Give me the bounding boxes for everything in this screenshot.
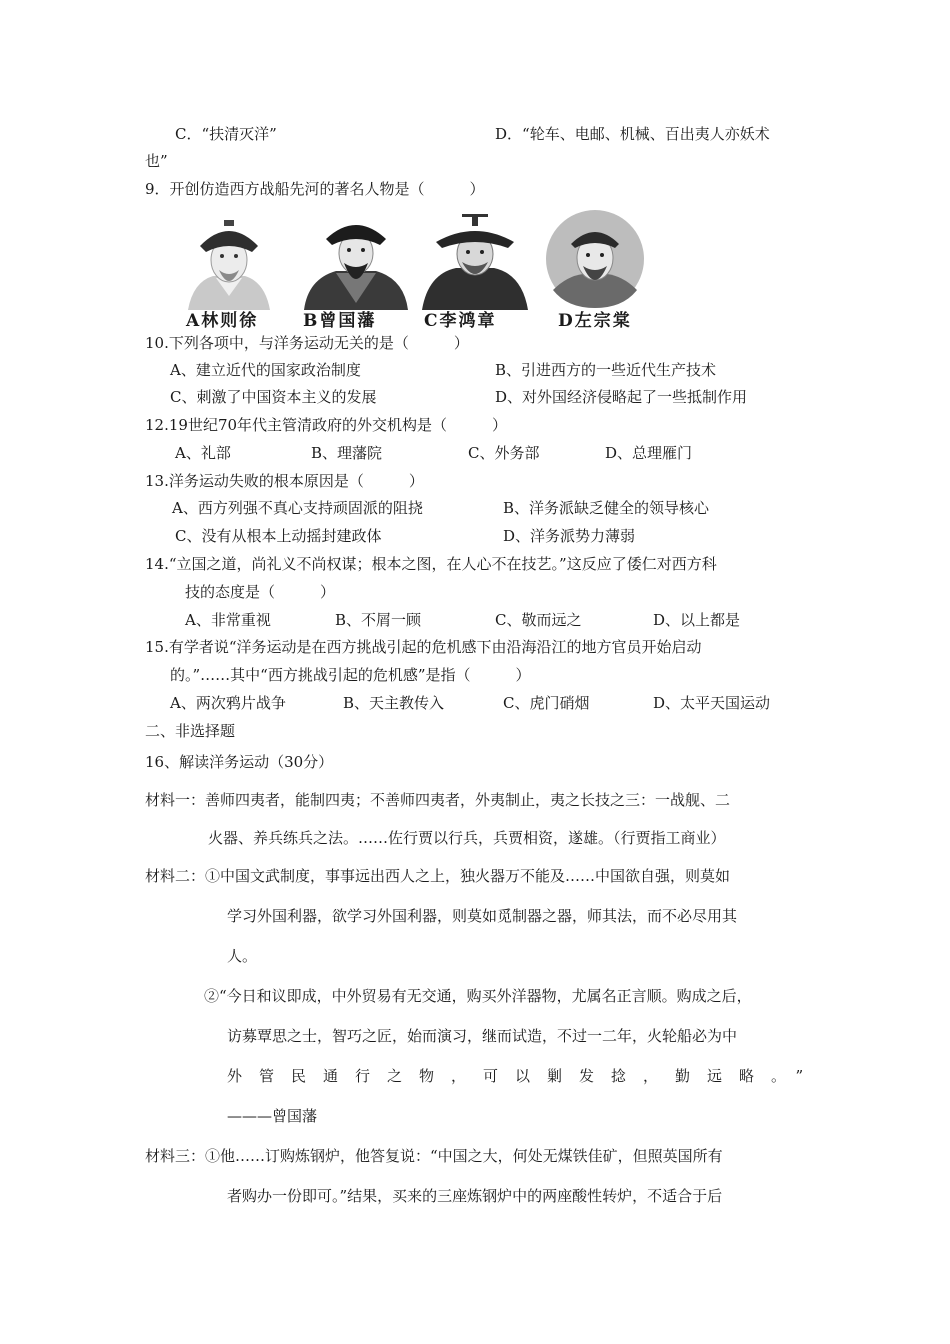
q15-option-d: D、太平天国运动 [653,694,771,712]
q14-stem-line-1: 14.“立国之道，尚礼义不尚权谋；根本之图，在人心不在技艺。”这反应了倭仁对西方科 [145,555,717,573]
portrait-c-caption: C李鸿章 [424,311,497,331]
material-2b-line-3: 外管民通行之物，可以剿发捻，勤远略。” [227,1067,821,1085]
q14-option-d: D、以上都是 [653,611,741,629]
q10-option-c: C、刺激了中国资本主义的发展 [170,388,377,406]
q13-option-a: A、西方列强不真心支持顽固派的阻挠 [172,499,423,517]
material-2-line-3: 人。 [227,947,258,965]
q8-option-c: C．“扶清灭洋” [175,125,277,143]
q12-option-a: A、礼部 [175,444,231,462]
q8-option-d-wrap: 也” [145,152,168,170]
q15-option-a: A、两次鸦片战争 [170,694,286,712]
q15-option-b: B、天主教传入 [343,694,445,712]
q12-stem: 12.19世纪70年代主管清政府的外交机构是（ ） [145,416,508,434]
q10-option-d: D、对外国经济侵略起了一些抵制作用 [495,388,748,406]
q10-option-b: B、引进西方的一些近代生产技术 [495,361,717,379]
q14-option-b: B、不屑一顾 [335,611,422,629]
section-heading: 二、非选择题 [145,722,236,740]
material-2-line-2: 学习外国利器，欲学习外国利器，则莫如觅制器之器，师其法，而不必尽用其 [227,907,738,925]
q9-stem: 9．开创仿造西方战船先河的著名人物是（ ） [145,180,485,198]
q14-stem-line-2: 技的态度是（ ） [185,583,336,601]
material-1-line-1: 材料一：善师四夷者，能制四夷；不善师四夷者，外夷制止，夷之长技之三：一战舰、二 [145,791,731,809]
material-3-line-1: 材料三：①他……订购炼钢炉，他答复说：“中国之大，何处无煤铁佳矿，但照英国所有 [145,1147,723,1165]
portrait-d-caption: D左宗棠 [558,311,632,331]
q10-option-a: A、建立近代的国家政治制度 [170,361,361,379]
q10-stem: 10.下列各项中，与洋务运动无关的是（ ） [145,334,469,352]
q12-option-d: D、总理雁门 [605,444,693,462]
material-1-line-2: 火器、养兵练兵之法。……佐行贾以行兵，兵贾相资，遂雄。（行贾指工商业） [208,829,726,847]
q13-option-c: C、没有从根本上动摇封建政体 [175,527,382,545]
q15-stem-line-1: 15.有学者说“洋务运动是在西方挑战引起的危机感下由沿海沿江的地方官员开始启动 [145,638,702,656]
q14-option-a: A、非常重视 [185,611,271,629]
portrait-c-image [422,212,528,310]
q13-option-b: B、洋务派缺乏健全的领导核心 [503,499,710,517]
portrait-a-image [188,212,270,310]
material-2b-attribution: ———曾国藩 [227,1107,318,1125]
material-2-line-1: 材料二：①中国文武制度，事事远出西人之上，独火器万不能及……中国欲自强，则莫如 [145,867,731,885]
material-3-line-2: 者购办一份即可。”结果，买来的三座炼钢炉中的两座酸性转炉，不适合于后 [227,1187,723,1205]
q15-stem-line-2: 的。”……其中“西方挑战引起的危机感”是指（ ） [170,666,531,684]
q13-stem: 13.洋务运动失败的根本原因是（ ） [145,472,424,490]
portrait-b-image [302,213,410,310]
material-2b-line-2: 访募覃思之士，智巧之匠，始而演习，继而试造，不过一二年，火轮船必为中 [227,1027,738,1045]
q12-option-b: B、理藩院 [311,444,383,462]
portrait-d-image [543,210,647,308]
material-2b-line-1: ②“今日和议即成，中外贸易有无交通，购买外洋器物，尤属名正言顺。购成之后， [204,987,752,1005]
q15-option-c: C、虎门硝烟 [503,694,590,712]
q14-option-c: C、敬而远之 [495,611,582,629]
portrait-b-caption: B曾国藩 [303,311,377,331]
portrait-a-caption: A林则徐 [186,311,259,331]
q16-title: 16、解读洋务运动（30分） [145,753,334,771]
q13-option-d: D、洋务派势力薄弱 [503,527,636,545]
q12-option-c: C、外务部 [468,444,540,462]
q8-option-d: D．“轮车、电邮、机械、百出夷人亦妖术 [495,125,770,143]
